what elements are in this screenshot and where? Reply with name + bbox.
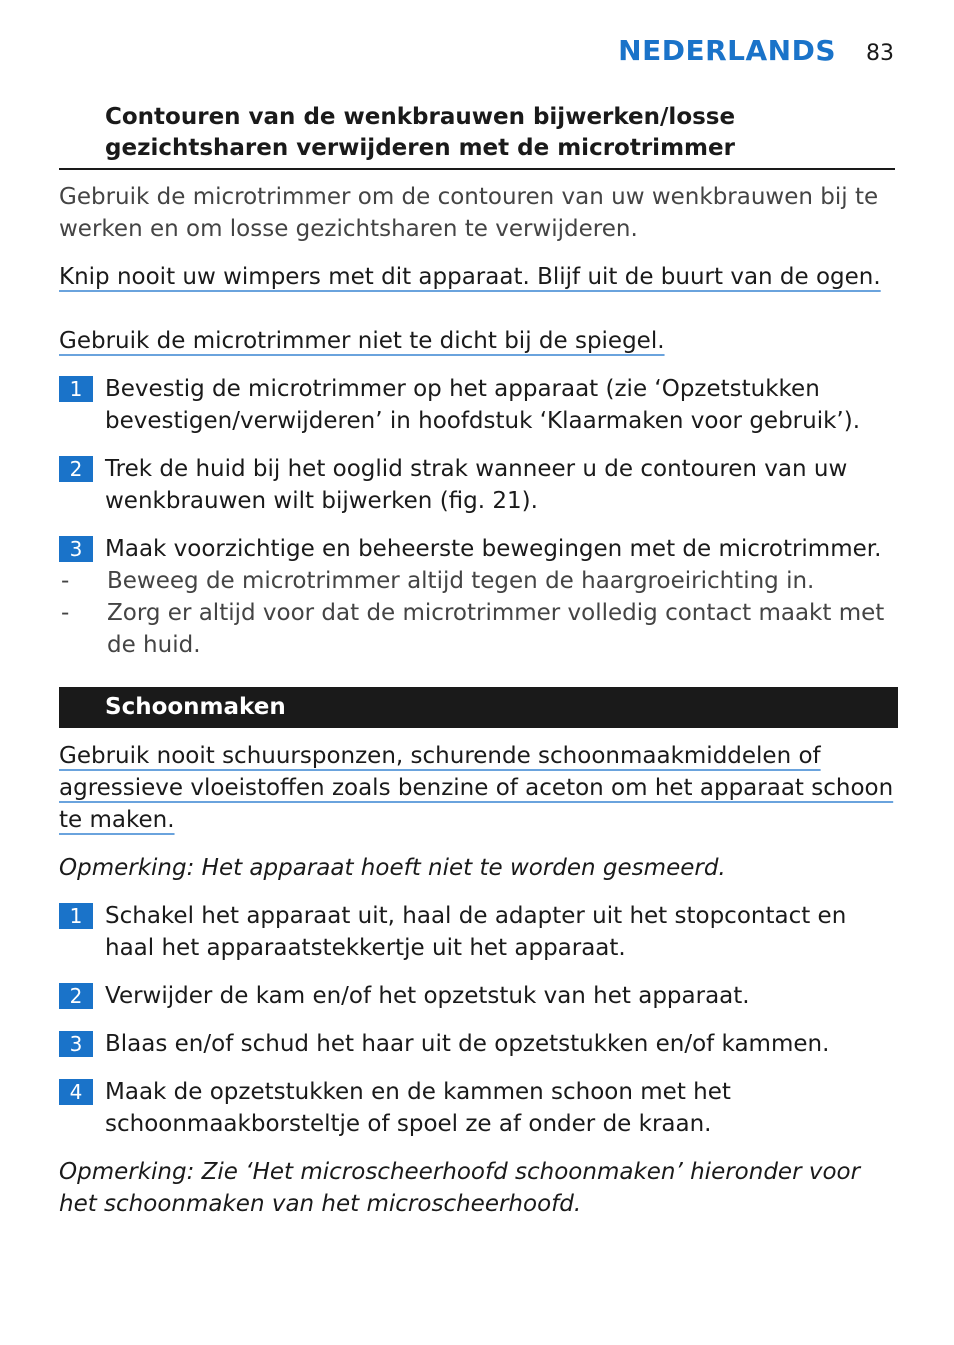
warning-block-1 (59, 261, 895, 293)
step-item (59, 1028, 895, 1060)
step-item (59, 1076, 895, 1140)
step-item (59, 980, 895, 1012)
warning-mirror: Gebruik de microtrimmer niet te dicht bij de spiegel. (59, 328, 665, 354)
step-text: Trek de huid bij het ooglid strak wanneer u de contouren van uw wenkbrauwen wilt bijwerken (fig. 21). (105, 456, 848, 514)
warning-cleaning-agents: Gebruik nooit schuursponzen, schurende schoonmaakmiddelen of agressieve vloeistoffen zoals benzine of aceton om het apparaat schoon te maken. (59, 743, 894, 833)
page-content (59, 102, 895, 1220)
step-text: Maak de opzetstukken en de kammen schoon met het schoonmaakborsteltje of spoel ze af onder de kraan. (105, 1079, 731, 1137)
step-item (59, 900, 895, 964)
step-item (59, 373, 895, 437)
step-number-badge: 1 (59, 376, 93, 402)
note-lubrication: Opmerking: Het apparaat hoeft niet te worden gesmeerd. (59, 855, 726, 881)
page-number: 83 (866, 41, 894, 66)
note-microshaver: Opmerking: Zie ‘Het microscheerhoofd schoonmaken’ hieronder voor het schoonmaken van het microscheerhoofd. (59, 1159, 861, 1217)
warning-block-2 (59, 325, 895, 357)
step-text: Maak voorzichtige en beheerste bewegingen met de microtrimmer. (105, 536, 882, 562)
page-header (618, 34, 894, 67)
step-number-badge: 2 (59, 456, 93, 482)
bullet-dash: - (61, 568, 70, 594)
warning-block-3 (59, 740, 895, 836)
step-item (59, 533, 895, 565)
step-text: Verwijder de kam en/of het opzetstuk van het apparaat. (105, 983, 750, 1009)
bullet-text: Zorg er altijd voor dat de microtrimmer volledig contact maakt met de huid. (107, 600, 885, 658)
section-title-cleaning: Schoonmaken (59, 687, 898, 728)
step-text: Bevestig de microtrimmer op het apparaat (zie ‘Opzetstukken bevestigen/verwijderen’ in hoofdstuk ‘Klaarmaken voor gebruik’). (105, 376, 861, 434)
bullet-item (59, 597, 895, 661)
language-label: NEDERLANDS (618, 34, 836, 67)
bullet-dash: - (61, 600, 70, 626)
step-text: Schakel het apparaat uit, haal de adapter uit het stopcontact en haal het apparaatstekkertje uit het apparaat. (105, 903, 847, 961)
step-text: Blaas en/of schud het haar uit de opzetstukken en/of kammen. (105, 1031, 830, 1057)
step-number-badge: 1 (59, 903, 93, 929)
warning-eyelashes: Knip nooit uw wimpers met dit apparaat. Blijf uit de buurt van de ogen. (59, 264, 881, 290)
step-number-badge: 4 (59, 1079, 93, 1105)
intro-text: Gebruik de microtrimmer om de contouren van uw wenkbrauwen bij te werken en om losse gezichtsharen te verwijderen. (59, 184, 879, 242)
section-title-eyebrows: Contouren van de wenkbrauwen bijwerken/losse gezichtsharen verwijderen met de microtrimmer (59, 102, 895, 170)
step-number-badge: 3 (59, 536, 93, 562)
bullet-item (59, 565, 895, 597)
step-number-badge: 3 (59, 1031, 93, 1057)
step-item (59, 453, 895, 517)
step-number-badge: 2 (59, 983, 93, 1009)
bullet-text: Beweeg de microtrimmer altijd tegen de haargroeirichting in. (107, 568, 815, 594)
